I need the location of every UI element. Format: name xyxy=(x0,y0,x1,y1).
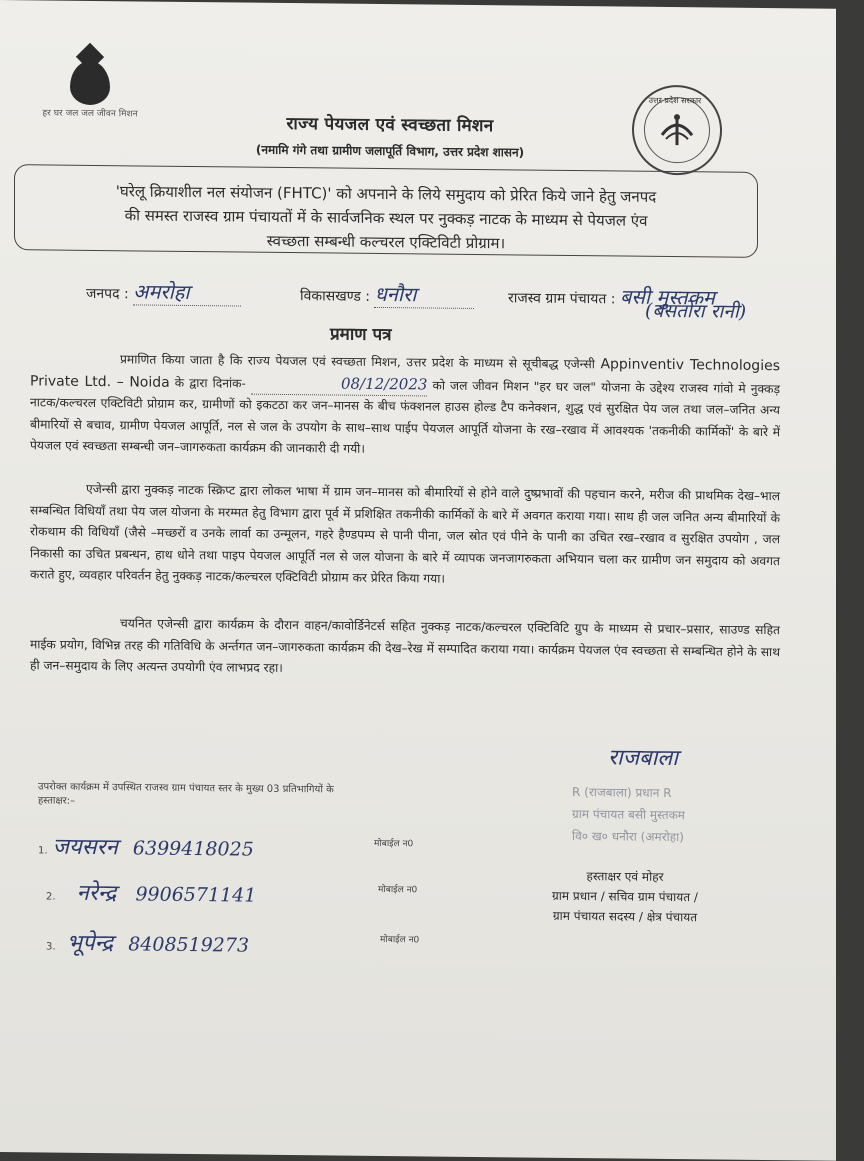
para1-rest: को जल जीवन मिशन "हर घर जल" योजना के उद्देश्य राजस्व गांवो मे नुक्कड़ नाटक/कल्चरल एक्टिविटी प्रोग्राम कर, ग्रामीणों को इकटठा कर जन–मानस के बीच फंक्शनल हाउस होल्ड टैप कनेक्शन, शुद्ध एवं सुरक्षित पेय जल तथा जल–जनित अन्य बीमारियों से बचाव, ग्रामीण पेयजल आपूर्ति, नल से जल के उपयोग के साथ–साथ पाईप पेयजल आपूर्ति योजना के रख–रखाव में आवश्यक 'तकनीकी कार्मिकों' के बारे में पेयजल एवं स्वच्छता सम्बन्धी जन–जागरुकता कार्यक्रम की जानकारी दी गयी। xyxy=(30,378,781,456)
district-value: अमरोहा xyxy=(133,277,241,306)
participant-phone: 6399418025 xyxy=(132,837,254,861)
program-date: 08/12/2023 xyxy=(251,372,427,396)
page-subtitle: (नमामि गंगे तथा ग्रामीण जलापूर्ति विभाग, उत्तर प्रदेश शासन) xyxy=(255,142,525,160)
page-title: राज्य पेयजल एवं स्वच्छता मिशन xyxy=(286,114,494,137)
signature-caption xyxy=(520,865,730,927)
participant-row xyxy=(46,876,486,911)
district-field xyxy=(86,277,241,307)
certificate-heading: प्रमाण पत्र xyxy=(330,324,392,346)
block-label: विकासखण्ड : xyxy=(300,288,371,305)
block-value: धनौरा xyxy=(374,280,474,309)
stamp-line: ग्राम पंचायत बसी मुस्तकम xyxy=(572,806,685,823)
jal-jeevan-mission-logo xyxy=(40,60,140,120)
participant-row xyxy=(38,830,478,865)
stamp-line: R (राजबाला) प्रधान R xyxy=(572,784,672,801)
certificate-paragraph-1 xyxy=(30,348,780,464)
para1-mid: के द्वारा दिनांक- xyxy=(174,375,246,391)
official-stamp xyxy=(572,781,792,849)
emblem-icon xyxy=(652,105,702,156)
participant-row xyxy=(46,926,486,961)
mobile-label: मोबाईल न0 xyxy=(374,838,414,850)
panchayat-value: बसी मुस्तकम xyxy=(619,284,715,310)
participant-name: नरेन्द्र xyxy=(76,880,117,907)
banner-line: स्वच्छता सम्बन्धी कल्चरल एक्टिविटी प्रोग्राम। xyxy=(266,231,506,253)
participant-number: 2. xyxy=(46,891,56,903)
panchayat-label: राजस्व ग्राम पंचायत : xyxy=(508,290,616,308)
logo-caption: हर घर जल जल जीवन मिशन xyxy=(42,108,138,120)
program-banner-text xyxy=(28,178,744,257)
caption-line: हस्ताक्षर एवं मोहर xyxy=(586,869,664,884)
water-drop-icon xyxy=(70,61,110,105)
para1-intro: प्रमाणित किया जाता है कि राज्य पेयजल एवं स्वच्छता मिशन, उत्तर प्रदेश के माध्यम से सूचीबद्ध एजेन्सी xyxy=(120,352,595,372)
certificate-paragraph-2: एजेन्सी द्वारा नुक्कड़ नाटक स्क्रिप्ट द्वारा लोकल भाषा में ग्राम जन–मानस को बीमारियों से होने वाले दुष्प्रभावों की पहचान करने, मरीज की प्राथमिक देख–भाल सम्बन्धित विधियाँ तथा पेय जल योजना के मरम्मत हेतु विभाग द्वारा पूर्व में प्रशिक्षित तकनीकी कार्मिकों के बारे में अवगत कराया गया। साथ ही जल जनित अन्य बीमारियों के रोकथाम की विधियाँ (जैसे –मच्छरों व उनके लार्वा का उन्मूलन, गहरे हैण्डपम्प से पानी पीना, जल स्रोत एवं पीने के पानी का उचित रख–रखाव व सुरक्षित उपयोग , जल निकासी का उचित प्रबन्धन, हाथ धोने तथा पाइप पेयजल आपूर्ति नल से जल योजना के बारे में व्यापक जनजागरुकता अभियान चला कर ग्रामीण जन समुदाय को अवगत कराते हुए, व्यवहार परिवर्तन हेतु नुक्कड़ नाटक/कल्चरल एक्टिविटी प्रोग्राम कर प्रेरित किया गया। xyxy=(30,481,780,586)
participant-name: जयसरन xyxy=(52,834,118,861)
participant-phone: 9906571141 xyxy=(135,883,257,907)
banner-line: की समस्त राजस्व ग्राम पंचायतों में के सार्वजनिक स्थल पर नुक्कड़ नाटक के माध्यम से पेयजल एंव xyxy=(124,206,648,230)
participants-intro-text: उपरोक्त कार्यक्रम में उपस्थित राजस्व ग्राम पंचायत स्तर के मुख्य 03 प्रतिभागियों के xyxy=(38,781,334,796)
participant-phone: 8408519273 xyxy=(128,933,250,957)
agency-name: Appinventiv Technologies Private Ltd. – Noida xyxy=(30,356,780,391)
district-label: जनपद : xyxy=(86,285,129,303)
pradhan-signature: राजबाला xyxy=(608,745,678,772)
banner-line: 'घरेलू क्रियाशील नल संयोजन (FHTC)' को अपनाने के लिये समुदाय को प्रेरित किये जाने हेतु जनपद xyxy=(115,182,657,206)
certificate-paragraph-3: चयनित एजेन्सी द्वारा कार्यक्रम के दौरान वाहन/कावोर्डिनेटर्स सहित नुक्कड़ नाटक/कल्चरल एक्टिविटि ग्रुप के माध्यम से प्रचार–प्रसार, साउण्ड सहित माईक प्रयोग, विभिन्न तरह की गतिविधि के अर्न्तगत जन–जागरुकता कार्यक्रम की देख–रेख में सम्पादित कराया गया। कार्यक्रम पेयजल एंव स्वच्छता से सम्बन्धित होने के साथ ही जन–समुदाय के लिए अत्यन्त उपयोगी एंव लाभप्रद रहा। xyxy=(30,616,780,675)
mobile-label: मोबाईल न0 xyxy=(380,934,420,946)
mobile-label: मोबाईल न0 xyxy=(378,884,418,896)
stamp-line: वि० ख० धनौरा (अमरोहा) xyxy=(572,828,684,845)
participant-number: 3. xyxy=(46,941,56,953)
participants-intro xyxy=(38,780,498,813)
panchayat-value-alt: (बसतोरा रानी) xyxy=(645,299,747,323)
participant-name: भूपेन्द्र xyxy=(66,930,114,957)
participant-number: 1. xyxy=(38,845,48,857)
caption-line: ग्राम प्रधान / सचिव ग्राम पंचायत / xyxy=(552,888,698,905)
participants-sign-label: हस्ताक्षर:– xyxy=(38,795,76,807)
seal-text: उत्तर प्रदेश सरकार xyxy=(648,95,702,106)
block-field xyxy=(300,279,474,309)
caption-line: ग्राम पंचायत सदस्य / क्षेत्र पंचायत xyxy=(552,908,698,925)
